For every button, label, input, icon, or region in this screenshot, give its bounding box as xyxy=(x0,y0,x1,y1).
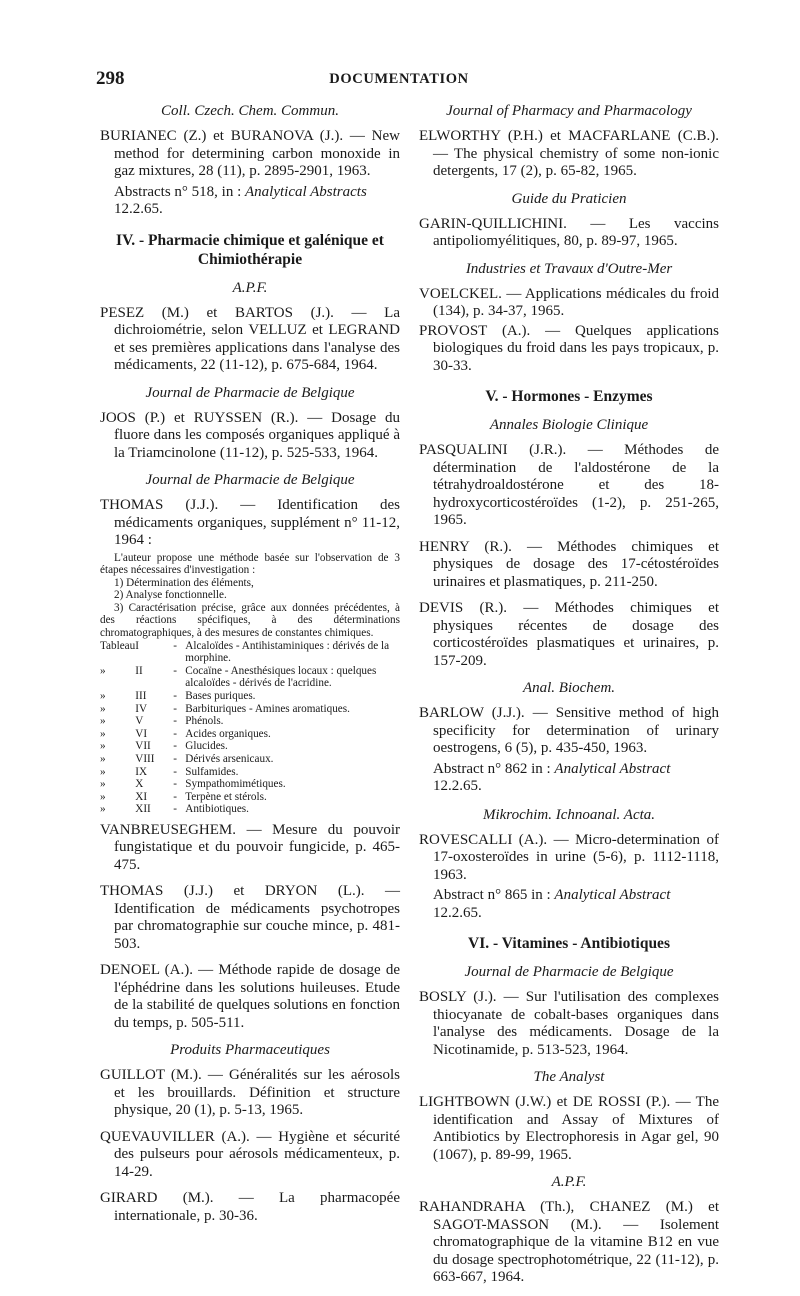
table-row xyxy=(100,690,400,703)
citation-entry: QUEVAUVILLER (A.). — Hygiène et sécurité des pulseurs pour aérosols médicamenteux, p. 14-29. xyxy=(100,1128,400,1180)
table-dash: - xyxy=(173,790,177,803)
citation-entry: RAHANDRAHA (Th.), CHANEZ (M.) et SAGOT-MASSON (M.). — Isolement chromatographique de la vitamine B12 en vue du dosage spectrophotométrique, 22 (11-12), p. 663-667, 1964. xyxy=(419,1199,719,1285)
abstract-date: 12.2.65. xyxy=(114,201,163,217)
table-row xyxy=(100,728,400,741)
journal-title: Produits Pharmaceutiques xyxy=(170,1042,330,1059)
section-heading: V. - Hormones - Enzymes xyxy=(485,388,653,405)
citation-entry: GIRARD (M.). — La pharmacopée internationale, p. 30-36. xyxy=(100,1190,400,1224)
table-dash: - xyxy=(173,803,177,816)
table-numeral: III xyxy=(135,690,147,703)
table-description: Sulfamides. xyxy=(185,765,239,778)
citation-entry: VOELCKEL. — Applications médicales du froid (134), p. 34-37, 1965. xyxy=(419,285,719,319)
table-label: » xyxy=(100,664,106,677)
table-description: Barbituriques - Amines aromatiques. xyxy=(185,702,350,715)
table-dash: - xyxy=(173,740,177,753)
citation-entry: THOMAS (J.J.). — Identification des médicaments organiques, supplément n° 11-12, 1964 : xyxy=(100,497,400,548)
summary-text: L'auteur propose une méthode basée sur l'observation de 3 étapes nécessaires d'investigation : xyxy=(100,551,400,577)
table-row xyxy=(100,703,400,716)
citation-entry: PROVOST (A.). — Quelques applications biologiques du froid dans les pays tropicaux, p. 30-33. xyxy=(419,322,719,374)
citation-entry: DENOEL (A.). — Méthode rapide de dosage de l'éphédrine dans les solutions huileuses. Etude de la stabilité de quelques solutions en fonction du temps, p. 505-511. xyxy=(100,962,400,1031)
table-label: » xyxy=(100,778,106,791)
abstract-prefix: Abstracts n° 518, in : xyxy=(114,183,245,200)
abstract-prefix: Abstract n° 865 in : xyxy=(433,887,555,903)
table-row xyxy=(100,753,400,766)
table-numeral: XI xyxy=(135,790,148,803)
table-label: » xyxy=(100,753,106,765)
table-dash: - xyxy=(173,715,177,728)
citation-entry: BARLOW (J.J.). — Sensitive method of high specificity for determination of urinary oestrogens, 6 (5), p. 435-450, 1963. xyxy=(419,705,719,756)
journal-title: Industries et Travaux d'Outre-Mer xyxy=(465,260,673,277)
abstract-date: 12.2.65. xyxy=(433,904,482,921)
table-numeral: IX xyxy=(135,765,148,778)
journal-title: Anal. Biochem. xyxy=(522,680,616,696)
citation-entry: PASQUALINI (J.R.). — Méthodes de détermination de l'aldostérone de la tétrahydroaldostérone et des 18-hydroxycorticostéroïdes (1-2), p. 251-265, 1965. xyxy=(419,442,719,528)
table-description: Cocaïne - Anesthésiques locaux : quelques alcaloïdes - dérivés de l'acridine. xyxy=(185,664,377,690)
table-dash: - xyxy=(173,639,177,652)
table-description: Sympathomimétiques. xyxy=(185,778,286,791)
table-numeral: VIII xyxy=(135,753,155,765)
table-row xyxy=(100,791,400,804)
table-label: » xyxy=(100,765,106,778)
table-description: Dérivés arsenicaux. xyxy=(185,753,274,765)
table-row xyxy=(100,740,400,753)
abstract-prefix: Abstract n° 862 in : xyxy=(433,760,555,777)
table-numeral: VII xyxy=(135,740,151,753)
table-description: Bases puriques. xyxy=(185,690,256,703)
table-label: » xyxy=(100,740,106,753)
table-numeral: IV xyxy=(135,702,148,715)
journal-title: Journal de Pharmacie de Belgique xyxy=(145,472,355,488)
citation-entry: GARIN-QUILLICHINI. — Les vaccins antipoliomyélitiques, 80, p. 89-97, 1965. xyxy=(419,215,719,249)
table-row xyxy=(100,715,400,728)
table-row xyxy=(100,665,400,690)
citation-entry: BOSLY (J.). — Sur l'utilisation des complexes thiocyanate de cobalt-bases organiques dans l'analyse des médicaments. Dosage de la Nicotinamide, p. 513-523, 1964. xyxy=(419,989,719,1058)
table-description: Alcaloïdes - Antihistaminiques : dérivés de la morphine. xyxy=(185,639,390,665)
table-label: » xyxy=(100,727,106,740)
summary-item: 3) Caractérisation précise, grâce aux données précédentes, à des réactions spécifiques, à des déterminations chromatographiques, à des mesures de constantes chimiques. xyxy=(100,601,400,640)
table-description: Glucides. xyxy=(185,740,228,753)
citation-entry: DEVIS (R.). — Méthodes chimiques et physiques récentes de dosage des corticostéroïdes plasmatiques et urinaires, p. 157-209. xyxy=(419,600,719,669)
citation-entry: HENRY (R.). — Méthodes chimiques et physiques de dosage des 17-cétostéroïdes urinaires et plasmatiques, p. 211-250. xyxy=(419,538,719,590)
table-description: Terpène et stérols. xyxy=(185,790,267,803)
journal-title: The Analyst xyxy=(533,1069,605,1085)
table-numeral: XII xyxy=(135,803,151,816)
running-title: DOCUMENTATION xyxy=(329,71,469,87)
citation-entry: THOMAS (J.J.) et DRYON (L.). — Identification de médicaments psychotropes par chromatographie sur couche mince, p. 481-503. xyxy=(100,883,400,952)
abstract-reference xyxy=(100,184,400,219)
table-label: Tableau xyxy=(100,639,136,652)
abstract-journal: Analytical Abstract xyxy=(554,887,671,903)
left-column xyxy=(100,100,400,1234)
citation-entry: GUILLOT (M.). — Généralités sur les aérosols et les brouillards. Définition et structure physique, 20 (1), p. 5-13, 1965. xyxy=(100,1067,400,1119)
summary-item: 2) Analyse fonctionnelle. xyxy=(114,589,227,602)
abstract-reference xyxy=(419,887,719,922)
table-description: Phénols. xyxy=(185,715,224,728)
abstract-journal: Analytical Abstract xyxy=(554,760,671,777)
table-dash: - xyxy=(173,702,177,715)
section-heading: IV. - Pharmacie chimique et galénique et Chimiothérapie xyxy=(116,231,384,268)
table-dash: - xyxy=(173,753,177,765)
table-numeral: II xyxy=(135,664,143,677)
abstract-journal: Analytical Abstracts xyxy=(245,183,367,200)
journal-title: Guide du Praticien xyxy=(511,190,627,207)
table-dash: - xyxy=(173,765,177,778)
abstract-date: 12.2.65. xyxy=(433,778,482,794)
section-heading: VI. - Vitamines - Antibiotiques xyxy=(468,935,670,952)
table-description: Antibiotiques. xyxy=(185,803,249,816)
page-number: 298 xyxy=(96,68,125,89)
journal-title: Annales Biologie Clinique xyxy=(489,417,649,433)
table-label: » xyxy=(100,790,106,803)
journal-title: Coll. Czech. Chem. Commun. xyxy=(161,103,339,119)
table-dash: - xyxy=(173,778,177,791)
journal-title: Journal of Pharmacy and Pharmacology xyxy=(446,103,692,119)
citation-entry: VANBREUSEGHEM. — Mesure du pouvoir fungistatique et du pouvoir fungicide, p. 465-475. xyxy=(100,821,400,873)
page-header xyxy=(96,68,702,92)
journal-title: A.P.F. xyxy=(232,279,268,296)
citation-entry: LIGHTBOWN (J.W.) et DE ROSSI (P.). — The identification and Assay of Mixtures of Antibiotics by Electrophoresis in Agar gel, 90 (1067), p. 89-99, 1965. xyxy=(419,1094,719,1163)
citation-entry: JOOS (P.) et RUYSSEN (R.). — Dosage du fluore dans les composés organiques appliqué à la Triamcinolone (11-12), p. 525-533, 1964. xyxy=(100,409,400,461)
table-numeral: X xyxy=(135,778,144,791)
table-label: » xyxy=(100,715,106,728)
journal-title: Journal de Pharmacie de Belgique xyxy=(464,964,674,980)
table-label: » xyxy=(100,702,106,715)
table-dash: - xyxy=(173,664,177,677)
journal-title: Mikrochim. Ichnoanal. Acta. xyxy=(482,806,656,823)
table-row xyxy=(100,803,400,816)
table-dash: - xyxy=(173,727,177,740)
journal-title: Journal de Pharmacie de Belgique xyxy=(145,384,355,401)
table-numeral: V xyxy=(135,715,144,728)
citation-entry: ELWORTHY (P.H.) et MACFARLANE (C.B.). — The physical chemistry of some non-ionic detergents, 17 (2), p. 65-82, 1965. xyxy=(419,128,719,179)
table-label: » xyxy=(100,690,106,703)
abstract-reference xyxy=(419,761,719,796)
table-row xyxy=(100,766,400,779)
table-label: » xyxy=(100,803,106,816)
tables-list xyxy=(100,640,400,816)
table-row xyxy=(100,640,400,665)
table-numeral: VI xyxy=(135,727,148,740)
table-dash: - xyxy=(173,690,177,703)
journal-title: A.P.F. xyxy=(551,1174,587,1190)
right-column xyxy=(419,100,719,1296)
table-numeral: I xyxy=(135,639,139,652)
table-row xyxy=(100,778,400,791)
summary-item: 1) Détermination des éléments, xyxy=(114,576,254,589)
citation-entry: PESEZ (M.) et BARTOS (J.). — La dichroiométrie, selon VELLUZ et LEGRAND et ses premières applications dans l'analyse des médicaments, 22 (11-12), p. 675-684, 1964. xyxy=(100,304,400,373)
table-description: Acides organiques. xyxy=(185,727,271,740)
summary-block xyxy=(100,552,400,816)
citation-entry: BURIANEC (Z.) et BURANOVA (J.). — New method for determining carbon monoxide in gaz mixtures, 28 (11), p. 2895-2901, 1963. xyxy=(100,128,400,179)
citation-entry: ROVESCALLI (A.). — Micro-determination of 17-oxosteroïdes in urine (5-6), p. 1112-1118, 1963. xyxy=(419,831,719,883)
